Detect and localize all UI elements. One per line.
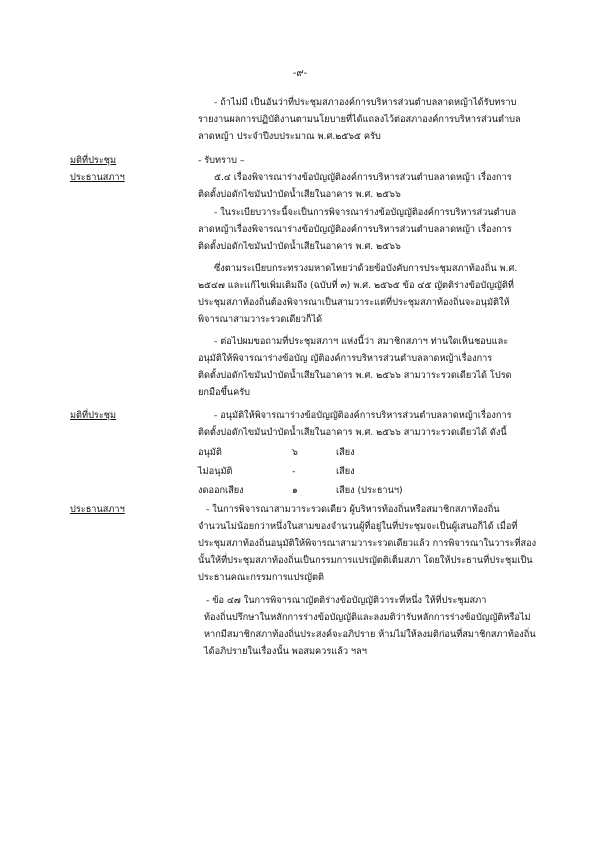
body-line: ประธานคณะกรรมการแปรญัตติ: [198, 572, 324, 583]
vote-count: ๑: [292, 485, 298, 496]
body-line: ลาดหญ้าเรื่องพิจารณาร่างข้อบัญญัติองค์การบริหารส่วนตำบลลาดหญ้า เรื่องการ: [198, 224, 512, 235]
vote-unit: เสียง (ประธานฯ): [336, 485, 403, 496]
body-line: อนุมัติให้พิจารณาร่างข้อบัญ ญัติองค์การบริหารส่วนตำบลลาดหญ้าเรื่องการ: [198, 353, 493, 364]
body-line: ประชุมสภาท้องถิ่นต้องพิจารณาเป็นสามวาระแต่ที่ประชุมสภาท้องถิ่นจะอนุมัติให้: [198, 297, 510, 308]
vote-unit: เสียง: [336, 466, 355, 477]
agenda-line: ๕.๔ เรื่องพิจารณาร่างข้อบัญญัติองค์การบริหารส่วนตำบลลาดหญ้า เรื่องการ: [214, 172, 512, 183]
body-line: จำนวนไม่น้อยกว่าหนึ่งในสามของจำนวนผู้ที่อยู่ในที่ประชุมจะเป็นผู้เสนอก็ได้ เมื่อที่: [198, 521, 518, 532]
body-line: - ในการพิจารณาสามวาระรวดเดียว ผู้บริหารท้องถิ่นหรือสมาชิกสภาท้องถิ่น: [206, 504, 500, 515]
body-line: ประชุมสภาท้องถิ่นอนุมัติให้พิจารณาสามวาระรวดเดียวแล้ว การพิจารณาในวาระที่สอง: [198, 538, 537, 549]
resolution-text: - อนุมัติให้พิจารณาร่างข้อบัญญัติองค์การบริหารส่วนตำบลลาดหญ้าเรื่องการ: [214, 410, 512, 421]
body-line: พิจารณาสามวาระรวดเดียวก็ได้: [198, 314, 323, 325]
body-line: - ข้อ ๔๗ ในการพิจารณาญัตติร่างข้อบัญญัติวาระที่หนึ่ง ให้ที่ประชุมสภา: [206, 595, 487, 606]
vote-count: -: [292, 466, 296, 477]
agenda-line: ติดตั้งบ่อดักไขมันบำบัดน้ำเสียในอาคาร พ.ศ. ๒๕๖๖: [198, 189, 401, 200]
body-line: หากมีสมาชิกสภาท้องถิ่นประสงค์จะอภิปราย ห้ามไม่ให้ลงมติก่อนที่สมาชิกสภาท้องถิ่น: [204, 629, 536, 640]
body-line: ยกมือขึ้นครับ: [198, 387, 250, 398]
body-line: - ต่อไปผมขอถามที่ประชุมสภาฯ แห่งนี้ว่า สมาชิกสภาฯ ท่านใดเห็นชอบและ: [214, 336, 509, 347]
body-line: ๒๕๔๗ และแก้ไขเพิ่มเติมถึง (ฉบับที่ ๓) พ.ศ. ๒๕๖๕ ข้อ ๔๕ ญัตติร่างข้อบัญญัติที่: [198, 280, 514, 291]
body-line: ได้อภิปรายในเรื่องนั้น พอสมควรแล้ว ฯลฯ: [204, 646, 367, 657]
vote-unit: เสียง: [336, 447, 355, 458]
vote-option: อนุมัติ: [198, 447, 222, 458]
body-line: - ถ้าไม่มี เป็นอันว่าที่ประชุมสภาองค์การบริหารส่วนตำบลลาดหญ้าได้รับทราบ: [214, 97, 517, 108]
chair-label: ประธานสภาฯ: [70, 504, 125, 515]
resolution-label: มติที่ประชุม: [70, 410, 117, 421]
body-line: ท้องถิ่นปรึกษาในหลักการร่างข้อบัญญัติและลงมติว่ารับหลักการร่างข้อบัญญัติหรือไม่: [204, 612, 531, 623]
body-line: ซึ่งตามระเบียบกระทรวงมหาดไทยว่าด้วยข้อบังคับการประชุมสภาท้องถิ่น พ.ศ.: [214, 263, 518, 274]
resolution-label: มติที่ประชุม: [70, 155, 117, 166]
body-line: ติดตั้งบ่อดักไขมันบำบัดน้ำเสียในอาคาร พ.ศ. ๒๕๖๖ สามวาระรวดเดียวได้ โปรด: [198, 370, 512, 381]
resolution-text: ติดตั้งบ่อดักไขมันบำบัดน้ำเสียในอาคาร พ.ศ. ๒๕๖๖ สามวาระรวดเดียวได้ ดังนี้: [198, 427, 507, 438]
body-line: นั้นให้ที่ประชุมสภาท้องถิ่นเป็นกรรมการแปรญัตติเต็มสภา โดยให้ประธานที่ประชุมเป็น: [198, 555, 533, 566]
vote-count: ๖: [292, 447, 298, 458]
body-line: ติดตั้งบ่อดักไขมันบำบัดน้ำเสียในอาคาร พ.ศ. ๒๕๖๖: [198, 241, 401, 252]
vote-option: งดออกเสียง: [198, 485, 244, 496]
resolution-text: - รับทราบ –: [198, 155, 245, 166]
body-line: ลาดหญ้า ประจำปีงบประมาณ พ.ศ.๒๕๖๕ ครับ: [198, 131, 381, 142]
vote-option: ไม่อนุมัติ: [198, 466, 233, 477]
chair-label: ประธานสภาฯ: [70, 172, 125, 183]
body-line: - ในระเบียบวาระนี้จะเป็นการพิจารณาร่างข้อบัญญัติองค์การบริหารส่วนตำบล: [214, 207, 517, 218]
body-line: รายงานผลการปฏิบัติงานตามนโยบายที่ได้แถลงไว้ต่อสภาองค์การบริหารส่วนตำบล: [198, 114, 521, 125]
page-number: -๙-: [292, 68, 308, 79]
